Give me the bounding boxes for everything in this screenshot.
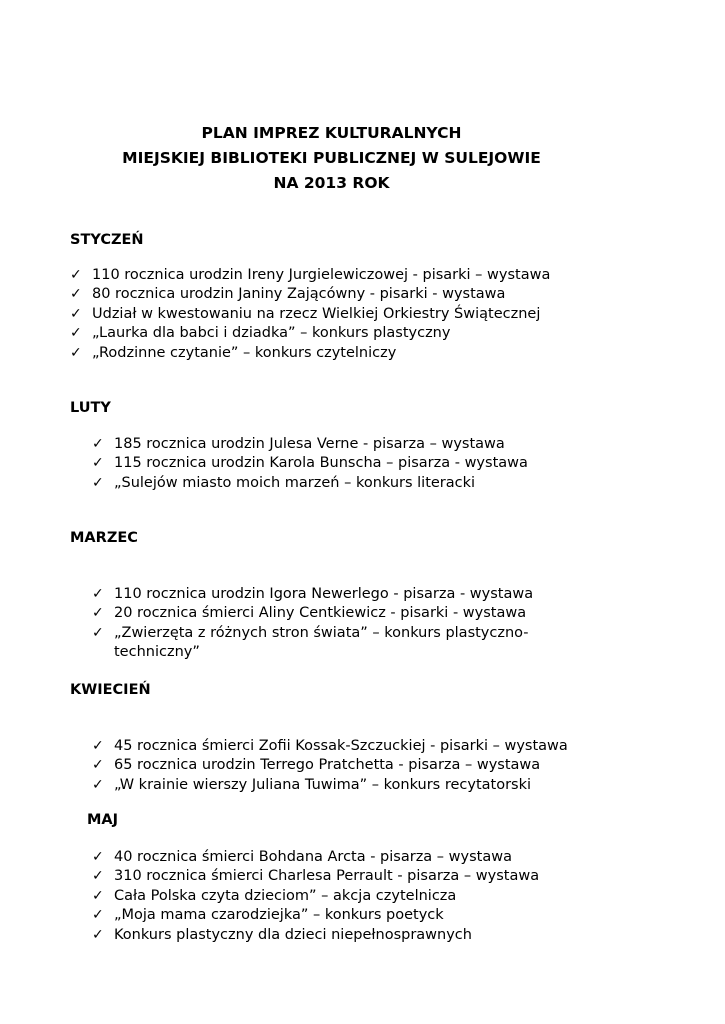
event-text: „Rodzinne czytanie” – konkurs czytelniczy	[92, 344, 397, 361]
list-item	[92, 756, 632, 775]
checkmark-icon: ✓	[70, 325, 82, 342]
list-item	[92, 906, 632, 925]
list-item	[92, 848, 632, 867]
checkmark-icon: ✓	[92, 624, 104, 641]
event-text: 65 rocznica urodzin Terrego Pratchetta - pisarza – wystawa	[114, 757, 541, 774]
event-text: 310 rocznica śmierci Charlesa Perrault - pisarza – wystawa	[114, 868, 540, 885]
list-item	[92, 624, 572, 663]
list-item	[92, 867, 632, 886]
event-list-kwiecien	[92, 737, 632, 795]
checkmark-icon: ✓	[92, 436, 104, 452]
list-item	[92, 737, 632, 756]
checkmark-icon: ✓	[92, 757, 104, 774]
list-item	[92, 585, 572, 604]
event-text: 45 rocznica śmierci Zofii Kossak-Szczuckiej - pisarki – wystawa	[114, 738, 568, 754]
event-text: Cała Polska czyta dzieciom” – akcja czytelnicza	[114, 887, 457, 904]
checkmark-icon: ✓	[92, 738, 104, 754]
event-text: „Moja mama czarodziejka” – konkurs poetyck	[114, 907, 444, 924]
list-item	[70, 305, 630, 324]
list-item	[70, 344, 630, 363]
checkmark-icon: ✓	[70, 305, 82, 322]
title-line: NA 2013 ROK	[273, 174, 390, 192]
list-item	[70, 266, 630, 285]
checkmark-icon: ✓	[70, 286, 82, 303]
list-item	[92, 776, 632, 795]
list-item	[92, 454, 612, 473]
event-text: Konkurs plastyczny dla dzieci niepełnosprawnych	[114, 926, 472, 943]
event-text: 80 rocznica urodzin Janiny Zającówny - pisarki - wystawa	[92, 286, 506, 303]
checkmark-icon: ✓	[92, 776, 104, 793]
event-text: 40 rocznica śmierci Bohdana Arcta - pisarza – wystawa	[114, 849, 512, 865]
checkmark-icon: ✓	[92, 474, 104, 491]
list-item	[92, 474, 612, 493]
document-title	[0, 121, 663, 196]
event-text: 20 rocznica śmierci Aliny Centkiewicz - pisarki - wystawa	[114, 605, 527, 622]
event-text: „W krainie wierszy Juliana Tuwima” – konkurs recytatorski	[114, 776, 532, 793]
section-heading-luty: LUTY	[70, 400, 111, 416]
list-item	[92, 604, 572, 623]
section-heading-styczen: STYCZEŃ	[70, 232, 144, 248]
event-list-marzec	[92, 585, 572, 663]
list-item	[70, 285, 630, 304]
checkmark-icon: ✓	[92, 868, 104, 885]
event-text: „Laurka dla babci i dziadka” – konkurs plastyczny	[92, 325, 451, 342]
event-text: 115 rocznica urodzin Karola Bunscha – pisarza - wystawa	[114, 455, 528, 472]
list-item	[92, 926, 632, 945]
title-line: MIEJSKIEJ BIBLIOTEKI PUBLICZNEJ W SULEJOWIE	[122, 149, 541, 167]
section-heading-maj: MAJ	[87, 812, 119, 828]
event-list-styczen	[70, 266, 630, 363]
event-text: „Sulejów miasto moich marzeń – konkurs literacki	[114, 474, 476, 491]
event-text: Udział w kwestowaniu na rzecz Wielkiej Orkiestry Świątecznej	[92, 305, 541, 322]
checkmark-icon: ✓	[92, 887, 104, 904]
event-text: 110 rocznica urodzin Igora Newerlego - pisarza - wystawa	[114, 586, 534, 602]
event-list-maj	[92, 848, 632, 945]
title-line: PLAN IMPREZ KULTURALNYCH	[201, 124, 462, 142]
checkmark-icon: ✓	[92, 605, 104, 622]
section-heading-kwiecien: KWIECIEŃ	[70, 682, 151, 698]
event-text: 110 rocznica urodzin Ireny Jurgielewiczowej - pisarki – wystawa	[92, 267, 551, 283]
section-heading-marzec: MARZEC	[70, 530, 138, 546]
checkmark-icon: ✓	[92, 586, 104, 602]
event-text: 185 rocznica urodzin Julesa Verne - pisarza – wystawa	[114, 436, 505, 452]
list-item	[70, 324, 630, 343]
event-text: „Zwierzęta z różnych stron świata” – konkurs plastyczno-techniczny”	[114, 624, 529, 661]
checkmark-icon: ✓	[70, 267, 82, 283]
checkmark-icon: ✓	[70, 344, 82, 361]
checkmark-icon: ✓	[92, 907, 104, 924]
checkmark-icon: ✓	[92, 926, 104, 943]
list-item	[92, 435, 612, 454]
checkmark-icon: ✓	[92, 849, 104, 865]
list-item	[92, 887, 632, 906]
event-list-luty	[92, 435, 612, 493]
checkmark-icon: ✓	[92, 455, 104, 472]
